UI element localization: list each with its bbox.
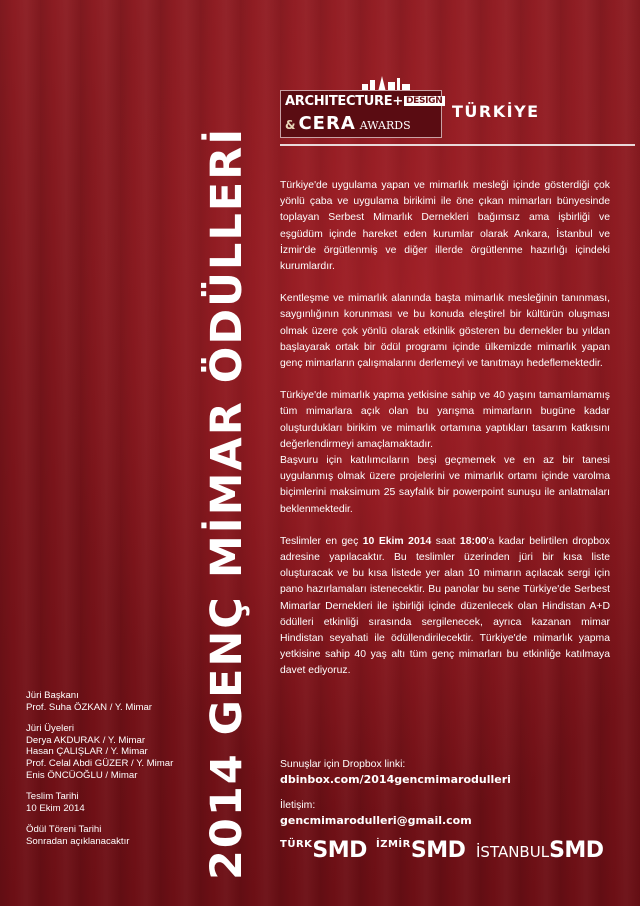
logo-cera-text: CERA bbox=[298, 113, 356, 134]
jury-member: Derya AKDURAK / Y. Mimar bbox=[26, 734, 146, 746]
paragraph-submission: Başvuru için katılımcıların beşi geçmemek ve en az bir tanesi uygulanmış olmak üzere projelerini ve mimarlık ortamı içinde varolma biçimlerini maksimum 25 sayfalık bir powerpoint sunuşu ile anlatmaları beklenmektedir. bbox=[280, 455, 610, 515]
istanbul-smd-city: İSTANBUL bbox=[476, 843, 550, 861]
dropbox-label: Sunuşlar için Dropbox linki: bbox=[280, 759, 406, 770]
izmir-smd-logo bbox=[376, 838, 465, 863]
deadline-date: 10 Ekim 2014 bbox=[362, 535, 432, 547]
deadline-mid: saat bbox=[431, 535, 460, 547]
skyline-icon bbox=[358, 72, 418, 92]
jury-members-group bbox=[26, 723, 196, 781]
deadline-time: 18:00 bbox=[459, 535, 487, 547]
paragraph-goals: Kentleşme ve mimarlık alanında başta mimarlık mesleğinin tanınması, saygınlığının korunması ve bu konuda eleştirel bir kültürün oluşması olmak üzere çok yönlü olarak etkinlik gösteren bu dernekler bu yıldan başlayarak ortak bir ödül programı içinde ülkemizde mimarlık yapan genç mimarların çalışmalarını derlemeyi ve tanıtmayı hedeflemektedir. bbox=[280, 293, 610, 370]
jury-member: Enis ÖNCÜOĞLU / Mimar bbox=[26, 769, 138, 781]
jury-member: Hasan ÇALIŞLAR / Y. Mimar bbox=[26, 746, 148, 758]
jury-chair: Prof. Suha ÖZKAN / Y. Mimar bbox=[26, 701, 153, 713]
vertical-title-wrap bbox=[196, 126, 258, 880]
jury-members-heading: Jüri Üyeleri bbox=[26, 723, 74, 735]
izmir-smd-city: İZMİR bbox=[376, 839, 411, 850]
deadline-group bbox=[26, 791, 196, 814]
istanbul-smd-logo bbox=[476, 838, 604, 863]
dropbox-link[interactable]: dbinbox.com/2014gencmimarodulleri bbox=[280, 773, 511, 786]
logo-country: TÜRKİYE bbox=[452, 102, 540, 121]
logo-ampersand: & bbox=[285, 118, 296, 132]
logo-awards-text: AWARDS bbox=[359, 119, 411, 132]
ceremony-group bbox=[26, 824, 196, 847]
ceremony-heading: Ödül Töreni Tarihi bbox=[26, 824, 102, 836]
jury-chair-group bbox=[26, 690, 196, 713]
izmir-smd-abbr: SMD bbox=[410, 838, 466, 863]
awards-logo bbox=[280, 72, 540, 142]
deadline-post: 'a kadar belirtilen dropbox adresine yapılacaktır. Bu teslimler üzerinden jüri bir kısa liste oluşturacak ve bu kısa listede yer alan 10 mimarın açılacak sergi için pano hazırlamaları istenecektir. Bu panolar bu sene Türkiye'de Serbest Mimarlar Dernekleri ile işbirliği içinde düzenlecek olan Hindistan A+D ödülleri etkinliği sırasında sergilenecek, ayrıca kazanan mimar Hindistan seyahati ile ödüllendirilecektir. Türkiye'de mimarlık yapma yetkisine sahip 40 yaş altı tüm genç mimarları bu etkinliğe katılmaya davet ediyoruz. bbox=[280, 535, 610, 677]
logo-cera-awards bbox=[285, 113, 411, 134]
deadline-heading: Teslim Tarihi bbox=[26, 791, 79, 803]
deadline-pre: Teslimler en geç bbox=[280, 535, 363, 547]
turk-smd-abbr: SMD bbox=[312, 838, 367, 863]
logo-divider bbox=[280, 144, 635, 146]
contact-label: İletişim: bbox=[280, 800, 316, 811]
logo-architecture-text: ARCHITECTURE+ bbox=[285, 94, 403, 109]
paragraph-deadline bbox=[280, 534, 610, 680]
turk-smd-logo bbox=[280, 838, 367, 863]
istanbul-smd-abbr: SMD bbox=[549, 838, 604, 863]
contact-email[interactable]: gencmimarodulleri@gmail.com bbox=[280, 814, 472, 827]
contact-block bbox=[280, 758, 610, 828]
body-text bbox=[280, 178, 610, 696]
jury-chair-heading: Jüri Başkanı bbox=[26, 690, 79, 701]
jury-member: Prof. Celal Abdi GÜZER / Y. Mimar bbox=[26, 757, 174, 769]
jury-info bbox=[26, 690, 196, 858]
paragraph-intro: Türkiye'de uygulama yapan ve mimarlık mesleği içinde gösterdiği çok yönlü çaba ve uygulama birikimi ile öne çıkan mimarları bünyesinde toplayan Serbest Mimarlık Dernekleri bağımsız ama işbirliği ve eşgüdüm içinde hareket eden kurumlar olarak Ankara, İstanbul ve İzmir'de örgütlenmiş ve diğer illerde örgütlenme hazırlığı içindeki kurumlardır. bbox=[280, 180, 610, 273]
logo-box bbox=[280, 90, 442, 138]
deadline-value: 10 Ekim 2014 bbox=[26, 802, 85, 814]
sponsor-logos bbox=[280, 838, 610, 870]
poster-title: 2014 GENÇ MİMAR ÖDÜLLERİ bbox=[202, 126, 252, 880]
logo-architecture bbox=[285, 94, 445, 109]
logo-design-text: DESIGN bbox=[405, 96, 443, 106]
ceremony-value: Sonradan açıklanacaktır bbox=[26, 835, 130, 847]
turk-smd-city: TÜRK bbox=[280, 839, 313, 850]
paragraph-eligibility: Türkiye'de mimarlık yapma yetkisine sahip ve 40 yaşını tamamlamamış tüm mimarlara açık olan bu yarışma mimarların bugüne kadar oluşturdukları birikim ve mimarlık ortamına yaptıkları tasarım katkısını değerlendirmeyi amaçlamaktadır. bbox=[280, 390, 610, 450]
